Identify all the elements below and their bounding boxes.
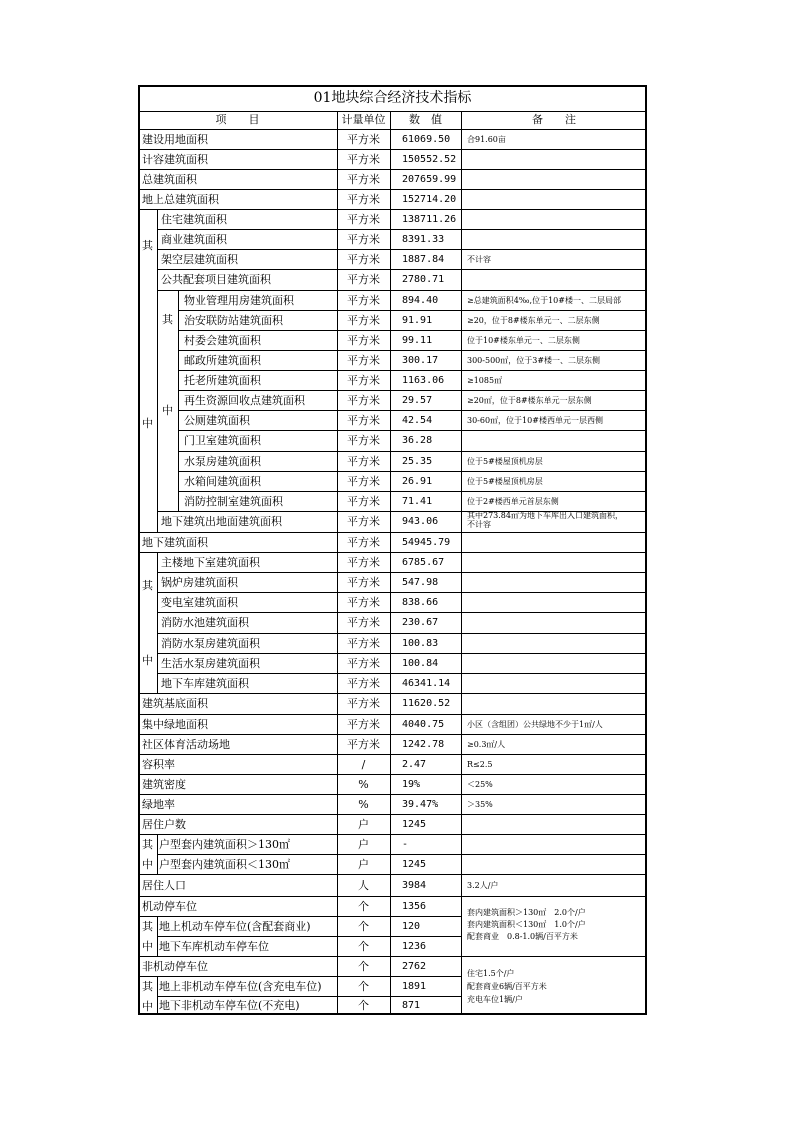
- header-unit: 计量单位: [341, 113, 386, 126]
- row-unit: 平方米: [347, 616, 380, 629]
- row-value: 2.47: [402, 759, 427, 770]
- row-unit: /: [361, 758, 366, 771]
- row-label: 建设用地面积: [142, 133, 208, 146]
- row-label: 非机动停车位: [142, 960, 208, 973]
- grid-line: [157, 854, 461, 855]
- row-unit: 平方米: [347, 677, 380, 690]
- nonmotor-parking-note: 充电车位1辆/户: [467, 995, 523, 1004]
- row-note: 不计容: [467, 255, 491, 264]
- grid-line: [461, 290, 647, 291]
- header-value: 数 值: [409, 113, 442, 126]
- row-note: ≥20㎡，位于8#楼东单元一层东侧: [467, 396, 592, 405]
- row-label: 公共配套项目建筑面积: [161, 273, 271, 286]
- row-unit: 平方米: [347, 556, 380, 569]
- row-label: 主楼地下室建筑面积: [161, 556, 260, 569]
- group-char: 其: [142, 579, 153, 592]
- row-unit: 平方米: [347, 596, 380, 609]
- row-note: 其中273.84㎡为地下车库出入口建筑面积，: [467, 511, 623, 520]
- row-unit: 平方米: [347, 374, 380, 387]
- grid-line: [157, 633, 461, 634]
- row-unit: 平方米: [347, 576, 380, 589]
- row-value: 100.84: [402, 658, 439, 669]
- row-note: 位于5#楼屋顶机房层: [467, 457, 543, 466]
- grid-line: [461, 612, 647, 613]
- grid-line: [461, 330, 647, 331]
- row-unit: 平方米: [347, 394, 380, 407]
- grid-line: [178, 430, 461, 431]
- group-char: 其: [142, 920, 153, 933]
- grid-line: [157, 511, 461, 512]
- row-value: 1245: [402, 859, 427, 870]
- row-value: 2780.71: [402, 274, 445, 285]
- row-unit: 户: [358, 818, 369, 831]
- grid-line: [157, 552, 158, 693]
- group-char: 中: [162, 404, 173, 417]
- row-label: 水泵房建筑面积: [184, 455, 261, 468]
- nonmotor-parking-note: 住宅1.5个/户: [467, 969, 515, 978]
- row-unit: 平方米: [347, 455, 380, 468]
- row-value: 91.91: [402, 315, 433, 326]
- row-value: 2762: [402, 961, 427, 972]
- row-unit: 平方米: [347, 233, 380, 246]
- row-note: 小区（含组团）公共绿地不少于1㎡/人: [467, 720, 603, 729]
- motor-parking-note: 配套商业 0.8-1.0辆/百平方米: [467, 932, 578, 941]
- header-note: 备 注: [532, 113, 576, 126]
- row-label: 物业管理用房建筑面积: [184, 294, 294, 307]
- grid-line: [461, 552, 647, 553]
- row-unit: 平方米: [347, 718, 380, 731]
- grid-line: [138, 814, 461, 815]
- row-value: 120: [402, 921, 421, 932]
- grid-line: [461, 430, 647, 431]
- row-label: 建筑基底面积: [142, 697, 208, 710]
- header-item: 项 目: [215, 113, 260, 126]
- row-unit: 平方米: [347, 273, 380, 286]
- row-unit: 平方米: [347, 536, 380, 549]
- row-value: 894.40: [402, 295, 439, 306]
- grid-line: [461, 269, 647, 270]
- row-value: 19%: [402, 779, 421, 790]
- group-char: 中: [142, 417, 153, 430]
- grid-line: [138, 532, 461, 533]
- row-unit: 平方米: [347, 637, 380, 650]
- group-char: 其: [142, 838, 153, 851]
- row-unit: 户: [358, 858, 369, 871]
- grid-line: [157, 269, 461, 270]
- grid-line: [178, 370, 461, 371]
- row-value: 11620.52: [402, 698, 451, 709]
- grid-line: [178, 410, 461, 411]
- row-value: 943.06: [402, 516, 439, 527]
- grid-line: [138, 874, 461, 875]
- grid-line: [461, 390, 647, 391]
- row-unit: 个: [358, 920, 369, 933]
- grid-line: [178, 451, 461, 452]
- row-label: 门卫室建筑面积: [184, 434, 261, 447]
- row-note: 3.2人/户: [467, 881, 499, 890]
- row-label: 地下非机动车停车位(不充电): [159, 999, 300, 1012]
- grid-line: [138, 693, 461, 694]
- row-note: ≥0.3㎡/人: [467, 740, 506, 749]
- grid-line: [157, 996, 461, 997]
- motor-parking-note: 套内建筑面积＞130㎡ 2.0个/户: [467, 908, 586, 917]
- group-char: 其: [142, 239, 153, 252]
- row-label: 公厕建筑面积: [184, 414, 250, 427]
- row-label: 地下车库机动车停车位: [159, 940, 269, 953]
- grid-line: [461, 410, 647, 411]
- grid-line: [138, 129, 647, 130]
- row-value: 6785.67: [402, 557, 445, 568]
- grid-line: [138, 834, 461, 835]
- grid-line: [157, 612, 461, 613]
- row-value: 25.35: [402, 456, 433, 467]
- row-value: 54945.79: [402, 537, 451, 548]
- grid-line: [461, 774, 647, 775]
- row-value: 61069.50: [402, 134, 451, 145]
- grid-line: [157, 834, 158, 874]
- grid-line: [390, 111, 391, 1015]
- row-unit: 个: [358, 980, 369, 993]
- row-label: 机动停车位: [142, 900, 197, 913]
- row-label: 邮政所建筑面积: [184, 354, 261, 367]
- row-value: 300.17: [402, 355, 439, 366]
- row-unit: 平方米: [347, 434, 380, 447]
- row-value: 1891: [402, 981, 427, 992]
- grid-line: [461, 310, 647, 311]
- row-note: 位于10#楼东单元一、二层东侧: [467, 336, 580, 345]
- row-value: 152714.20: [402, 194, 457, 205]
- grid-line: [461, 249, 647, 250]
- row-value: 230.67: [402, 617, 439, 628]
- row-value: 138711.26: [402, 214, 457, 225]
- row-value: 207659.99: [402, 174, 457, 185]
- grid-line: [138, 916, 461, 917]
- row-value: 4040.75: [402, 719, 445, 730]
- grid-line: [461, 633, 647, 634]
- grid-line: [461, 794, 647, 795]
- row-label: 绿地率: [142, 798, 175, 811]
- row-note: ≥总建筑面积4‰,位于10#楼一、二层局部: [467, 296, 621, 305]
- row-label: 地上机动车停车位(含配套商业): [159, 920, 311, 933]
- row-label: 集中绿地面积: [142, 718, 208, 731]
- row-unit: 平方米: [347, 334, 380, 347]
- row-value: 1887.84: [402, 254, 445, 265]
- grid-line: [461, 834, 647, 835]
- row-value: 29.57: [402, 395, 433, 406]
- row-note: ≥20，位于8#楼东单元一、二层东侧: [467, 316, 600, 325]
- grid-line: [138, 111, 647, 112]
- row-label: 户型套内建筑面积＜130㎡: [159, 858, 290, 871]
- row-label: 地下车库建筑面积: [161, 677, 249, 690]
- row-value: -: [402, 839, 409, 850]
- group-char: 其: [162, 313, 173, 326]
- grid-line: [461, 754, 647, 755]
- row-note: 位于5#楼屋顶机房层: [467, 477, 543, 486]
- grid-line: [157, 572, 461, 573]
- row-note: 合91.60亩: [467, 135, 506, 144]
- row-note: 位于2#楼西单元首层东侧: [467, 497, 559, 506]
- grid-line: [461, 350, 647, 351]
- row-unit: 个: [358, 900, 369, 913]
- row-label: 消防水泵房建筑面积: [161, 637, 260, 650]
- row-label: 地上非机动车停车位(含充电车位): [159, 980, 322, 993]
- row-label: 住宅建筑面积: [161, 213, 227, 226]
- row-label: 户型套内建筑面积＞130㎡: [159, 838, 290, 851]
- row-label: 居住户数: [142, 818, 186, 831]
- row-unit: 个: [358, 940, 369, 953]
- row-value: 838.66: [402, 597, 439, 608]
- row-label: 消防水池建筑面积: [161, 616, 249, 629]
- group-char: 其: [142, 980, 153, 993]
- row-unit: 平方米: [347, 738, 380, 751]
- group-char: 中: [142, 654, 153, 667]
- grid-line: [138, 734, 461, 735]
- row-label: 消防控制室建筑面积: [184, 495, 283, 508]
- row-unit: 平方米: [347, 475, 380, 488]
- grid-line: [178, 330, 461, 331]
- row-unit: 平方米: [347, 414, 380, 427]
- grid-line: [138, 976, 461, 977]
- row-label: 社区体育活动场地: [142, 738, 230, 751]
- row-label: 村委会建筑面积: [184, 334, 261, 347]
- grid-line: [178, 471, 461, 472]
- row-unit: 平方米: [347, 495, 380, 508]
- row-note: ≥1085㎡: [467, 376, 503, 385]
- grid-line: [157, 592, 461, 593]
- grid-line: [461, 451, 647, 452]
- row-unit: 平方米: [347, 213, 380, 226]
- row-unit: %: [358, 778, 369, 791]
- row-unit: 平方米: [347, 133, 380, 146]
- sheet-title: 01地块综合经济技术指标: [313, 90, 472, 106]
- row-value: 46341.14: [402, 678, 451, 689]
- row-label: 地下建筑出地面建筑面积: [161, 515, 282, 528]
- grid-line: [461, 896, 647, 897]
- grid-line: [178, 390, 461, 391]
- group-char: 中: [142, 940, 153, 953]
- row-label: 锅炉房建筑面积: [161, 576, 238, 589]
- row-unit: 平方米: [347, 314, 380, 327]
- row-label: 容积率: [142, 758, 175, 771]
- grid-line: [461, 714, 647, 715]
- row-label: 总建筑面积: [142, 173, 197, 186]
- row-unit: 平方米: [347, 193, 380, 206]
- grid-line: [461, 673, 647, 674]
- row-value: 1245: [402, 819, 427, 830]
- row-label: 架空层建筑面积: [161, 253, 238, 266]
- grid-line: [138, 209, 461, 210]
- grid-line: [461, 111, 462, 1015]
- grid-line: [138, 552, 461, 553]
- grid-line: [138, 149, 461, 150]
- grid-line: [157, 673, 461, 674]
- grid-line: [157, 653, 461, 654]
- grid-line: [138, 169, 461, 170]
- grid-line: [157, 916, 158, 956]
- group-char: 中: [142, 1000, 153, 1013]
- row-note: ＜25%: [467, 780, 493, 789]
- row-value: 8391.33: [402, 234, 445, 245]
- grid-line: [461, 653, 647, 654]
- row-value: 100.83: [402, 638, 439, 649]
- row-unit: 个: [358, 960, 369, 973]
- row-label: 商业建筑面积: [161, 233, 227, 246]
- row-label: 生活水泵房建筑面积: [161, 657, 260, 670]
- row-value: 1242.78: [402, 739, 445, 750]
- grid-line: [461, 572, 647, 573]
- grid-line: [461, 693, 647, 694]
- grid-line: [138, 714, 461, 715]
- grid-line: [178, 350, 461, 351]
- row-value: 150552.52: [402, 154, 457, 165]
- motor-parking-note: 套内建筑面积＜130㎡ 1.0个/户: [467, 920, 586, 929]
- grid-line: [461, 814, 647, 815]
- row-note: ＞35%: [467, 800, 493, 809]
- grid-line: [138, 774, 461, 775]
- row-unit: %: [358, 798, 369, 811]
- row-unit: 平方米: [347, 253, 380, 266]
- row-unit: 平方米: [347, 515, 380, 528]
- row-unit: 户: [358, 838, 369, 851]
- grid-line: [461, 491, 647, 492]
- row-label: 计容建筑面积: [142, 153, 208, 166]
- row-value: 3984: [402, 880, 427, 891]
- grid-line: [461, 471, 647, 472]
- row-value: 1356: [402, 901, 427, 912]
- grid-line: [461, 209, 647, 210]
- row-label: 水箱间建筑面积: [184, 475, 261, 488]
- grid-line: [461, 956, 647, 957]
- row-unit: 平方米: [347, 294, 380, 307]
- row-unit: 平方米: [347, 173, 380, 186]
- grid-line: [461, 734, 647, 735]
- row-note: 30-60㎡，位于10#楼西单元一层西侧: [467, 416, 603, 425]
- grid-line: [461, 874, 647, 875]
- row-value: 42.54: [402, 415, 433, 426]
- row-value: 99.11: [402, 335, 433, 346]
- grid-line: [157, 229, 461, 230]
- row-value: 39.47%: [402, 799, 439, 810]
- row-unit: 平方米: [347, 153, 380, 166]
- row-label: 地上总建筑面积: [142, 193, 219, 206]
- row-value: 71.41: [402, 496, 433, 507]
- row-label: 治安联防站建筑面积: [184, 314, 283, 327]
- group-char: 中: [142, 858, 153, 871]
- grid-line: [461, 169, 647, 170]
- grid-line: [138, 754, 461, 755]
- row-unit: 人: [358, 879, 369, 892]
- grid-line: [461, 370, 647, 371]
- grid-line: [138, 956, 461, 957]
- grid-line: [178, 491, 461, 492]
- row-value: 547.98: [402, 577, 439, 588]
- grid-line: [461, 592, 647, 593]
- row-label: 托老所建筑面积: [184, 374, 261, 387]
- row-unit: 平方米: [347, 697, 380, 710]
- grid-line: [157, 209, 158, 532]
- row-label: 再生资源回收点建筑面积: [184, 394, 305, 407]
- grid-line: [138, 189, 461, 190]
- grid-line: [461, 532, 647, 533]
- row-label: 建筑密度: [142, 778, 186, 791]
- grid-line: [461, 149, 647, 150]
- grid-line: [461, 189, 647, 190]
- row-value: 871: [402, 1000, 421, 1011]
- grid-line: [178, 290, 179, 511]
- grid-line: [157, 290, 461, 291]
- row-unit: 平方米: [347, 657, 380, 670]
- grid-line: [138, 896, 461, 897]
- grid-line: [138, 794, 461, 795]
- row-note: 不计容: [467, 520, 491, 529]
- row-label: 地下建筑面积: [142, 536, 208, 549]
- grid-line: [157, 976, 158, 1015]
- row-unit: 个: [358, 999, 369, 1012]
- row-label: 变电室建筑面积: [161, 596, 238, 609]
- grid-line: [157, 936, 461, 937]
- grid-line: [178, 310, 461, 311]
- grid-line: [461, 229, 647, 230]
- row-label: 居住人口: [142, 879, 186, 892]
- row-value: 26.91: [402, 476, 433, 487]
- row-value: 1163.06: [402, 375, 445, 386]
- row-note: 300-500㎡，位于3#楼一、二层东侧: [467, 356, 601, 365]
- row-value: 1236: [402, 941, 427, 952]
- grid-line: [157, 249, 461, 250]
- row-unit: 平方米: [347, 354, 380, 367]
- row-note: R≤2.5: [467, 760, 493, 769]
- nonmotor-parking-note: 配套商业6辆/百平方米: [467, 982, 547, 991]
- grid-line: [461, 854, 647, 855]
- row-value: 36.28: [402, 435, 433, 446]
